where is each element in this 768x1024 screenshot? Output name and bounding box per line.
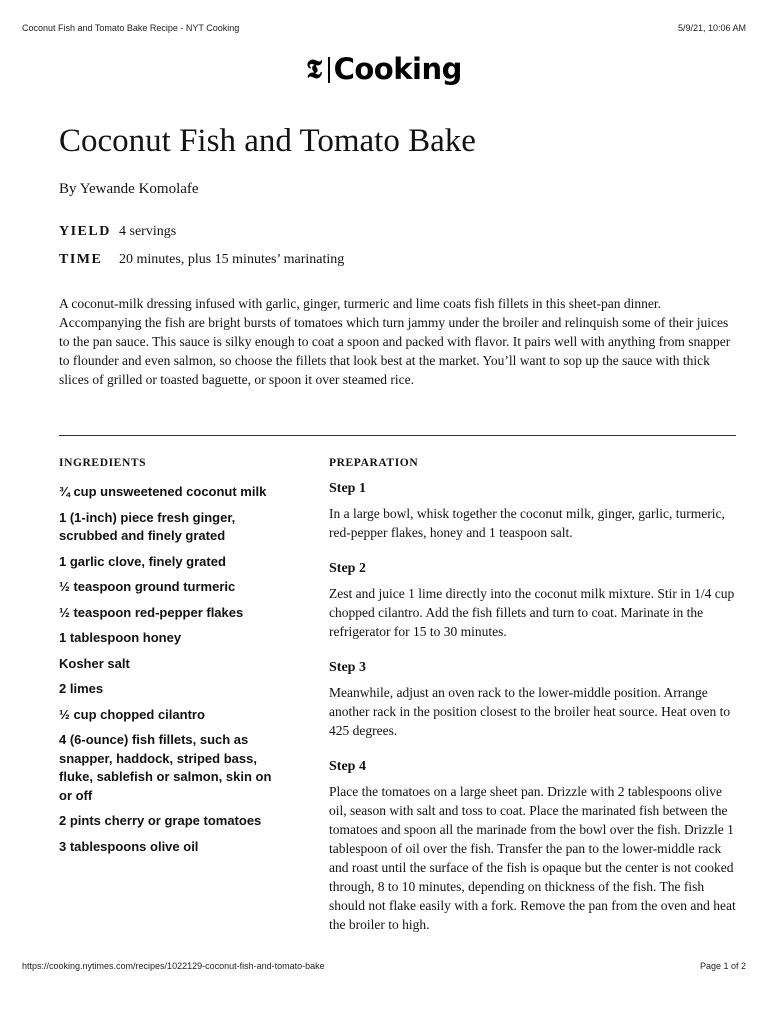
ingredient-item: 4 (6-ounce) fish fillets, such as snapper, haddock, striped bass, fluke, sablefish or salmon, skin on or off [59, 732, 272, 803]
step [329, 561, 739, 641]
page-indicator: Page 1 of 2 [699, 961, 746, 971]
step-text: In a large bowl, whisk together the coconut milk, ginger, garlic, turmeric, red-pepper flakes, honey and 1 teaspoon salt. [329, 506, 725, 540]
time-label: TIME [59, 252, 103, 267]
step-text: Meanwhile, adjust an oven rack to the lower-middle position. Arrange another rack in the position closest to the broiler heat source. Heat oven to 425 degrees. [329, 685, 731, 738]
print-footer [22, 961, 746, 971]
ingredients-heading: INGREDIENTS [59, 457, 147, 469]
step [329, 660, 739, 740]
recipe-title: Coconut Fish and Tomato Bake [59, 123, 476, 159]
recipe-url-link[interactable]: https://cooking.nytimes.com/recipes/1022129-coconut-fish-and-tomato-bake [22, 961, 325, 971]
recipe-yield [59, 224, 176, 240]
time-value: 20 minutes, plus 15 minutes’ marinating [119, 252, 345, 267]
ingredient-item: 2 pints cherry or grape tomatoes [59, 813, 262, 828]
nyt-t-logo-icon: 𝕿 [306, 54, 323, 85]
step-text: Zest and juice 1 lime directly into the coconut milk mixture. Stir in 1/4 cup chopped cilantro. Add the fish fillets and turn to coat. Marinate in the refrigerator for 15 to 30 minutes. [329, 586, 735, 639]
ingredient-item: 1 tablespoon honey [59, 630, 182, 645]
step-title: Step 3 [329, 660, 366, 675]
ingredient-list [59, 483, 284, 863]
ingredient-item: 1 (1-inch) piece fresh ginger, scrubbed and finely grated [59, 509, 236, 543]
step-title: Step 4 [329, 759, 366, 774]
ingredient-item: ¾ cup unsweetened coconut milk [59, 484, 267, 499]
step-title: Step 1 [329, 481, 366, 496]
recipe-time [59, 252, 344, 268]
print-datetime: 5/9/21, 10:06 AM [677, 23, 746, 33]
step [329, 481, 739, 542]
ingredient-item: 2 limes [59, 681, 104, 696]
print-page-title: Coconut Fish and Tomato Bake Recipe - NYT Cooking [22, 23, 240, 33]
recipe-intro: A coconut-milk dressing infused with garlic, ginger, turmeric and lime coats fish fillets in this sheet-pan dinner. Accompanying the fish are bright bursts of tomatoes which turn jammy under the broiler and relinquish some of their juices to the pan sauce. This sauce is silky enough to coat a spoon and packed with flavor. It pairs well with anything from snapper to flounder and even salmon, so choose the fillets that look best at the market. You’ll want to sop up the sauce with thick slices of grilled or toasted baguette, or spoon it over steamed rice. [59, 296, 731, 387]
ingredient-item: ½ teaspoon ground turmeric [59, 579, 236, 594]
section-divider [59, 435, 736, 436]
step [329, 759, 739, 934]
yield-value: 4 servings [119, 224, 177, 239]
step-text: Place the tomatoes on a large sheet pan. Drizzle with 2 tablespoons olive oil, season with salt and toss to coat. Place the marinated fish between the tomatoes and spoon all the marinade from the bowl over the fish. Drizzle 1 tablespoon of oil over the fish. Transfer the pan to the lower-middle rack and roast until the surface of the fish is opaque but the center is not cooked through, 8 to 10 minutes, depending on thickness of the fish. The fish should not flake easily with a fork. Remove the pan from the oven and heat the broiler to high. [329, 784, 736, 932]
preparation-steps [329, 481, 739, 953]
ingredient-item: 1 garlic clove, finely grated [59, 553, 226, 569]
ingredient-item: ½ teaspoon red-pepper flakes [59, 604, 244, 620]
yield-label: YIELD [59, 224, 111, 239]
print-header [22, 23, 746, 33]
preparation-heading: PREPARATION [329, 457, 419, 469]
ingredient-item: Kosher salt [59, 655, 130, 671]
recipe-byline[interactable]: By Yewande Komolafe [59, 181, 199, 197]
ingredient-item: ½ cup chopped cilantro [59, 706, 205, 722]
logo-wordmark: Cooking [333, 52, 462, 86]
step-title: Step 2 [329, 561, 366, 576]
ingredient-item: 3 tablespoons olive oil [59, 838, 199, 854]
logo-divider [328, 57, 330, 83]
nyt-cooking-logo[interactable] [0, 52, 768, 86]
